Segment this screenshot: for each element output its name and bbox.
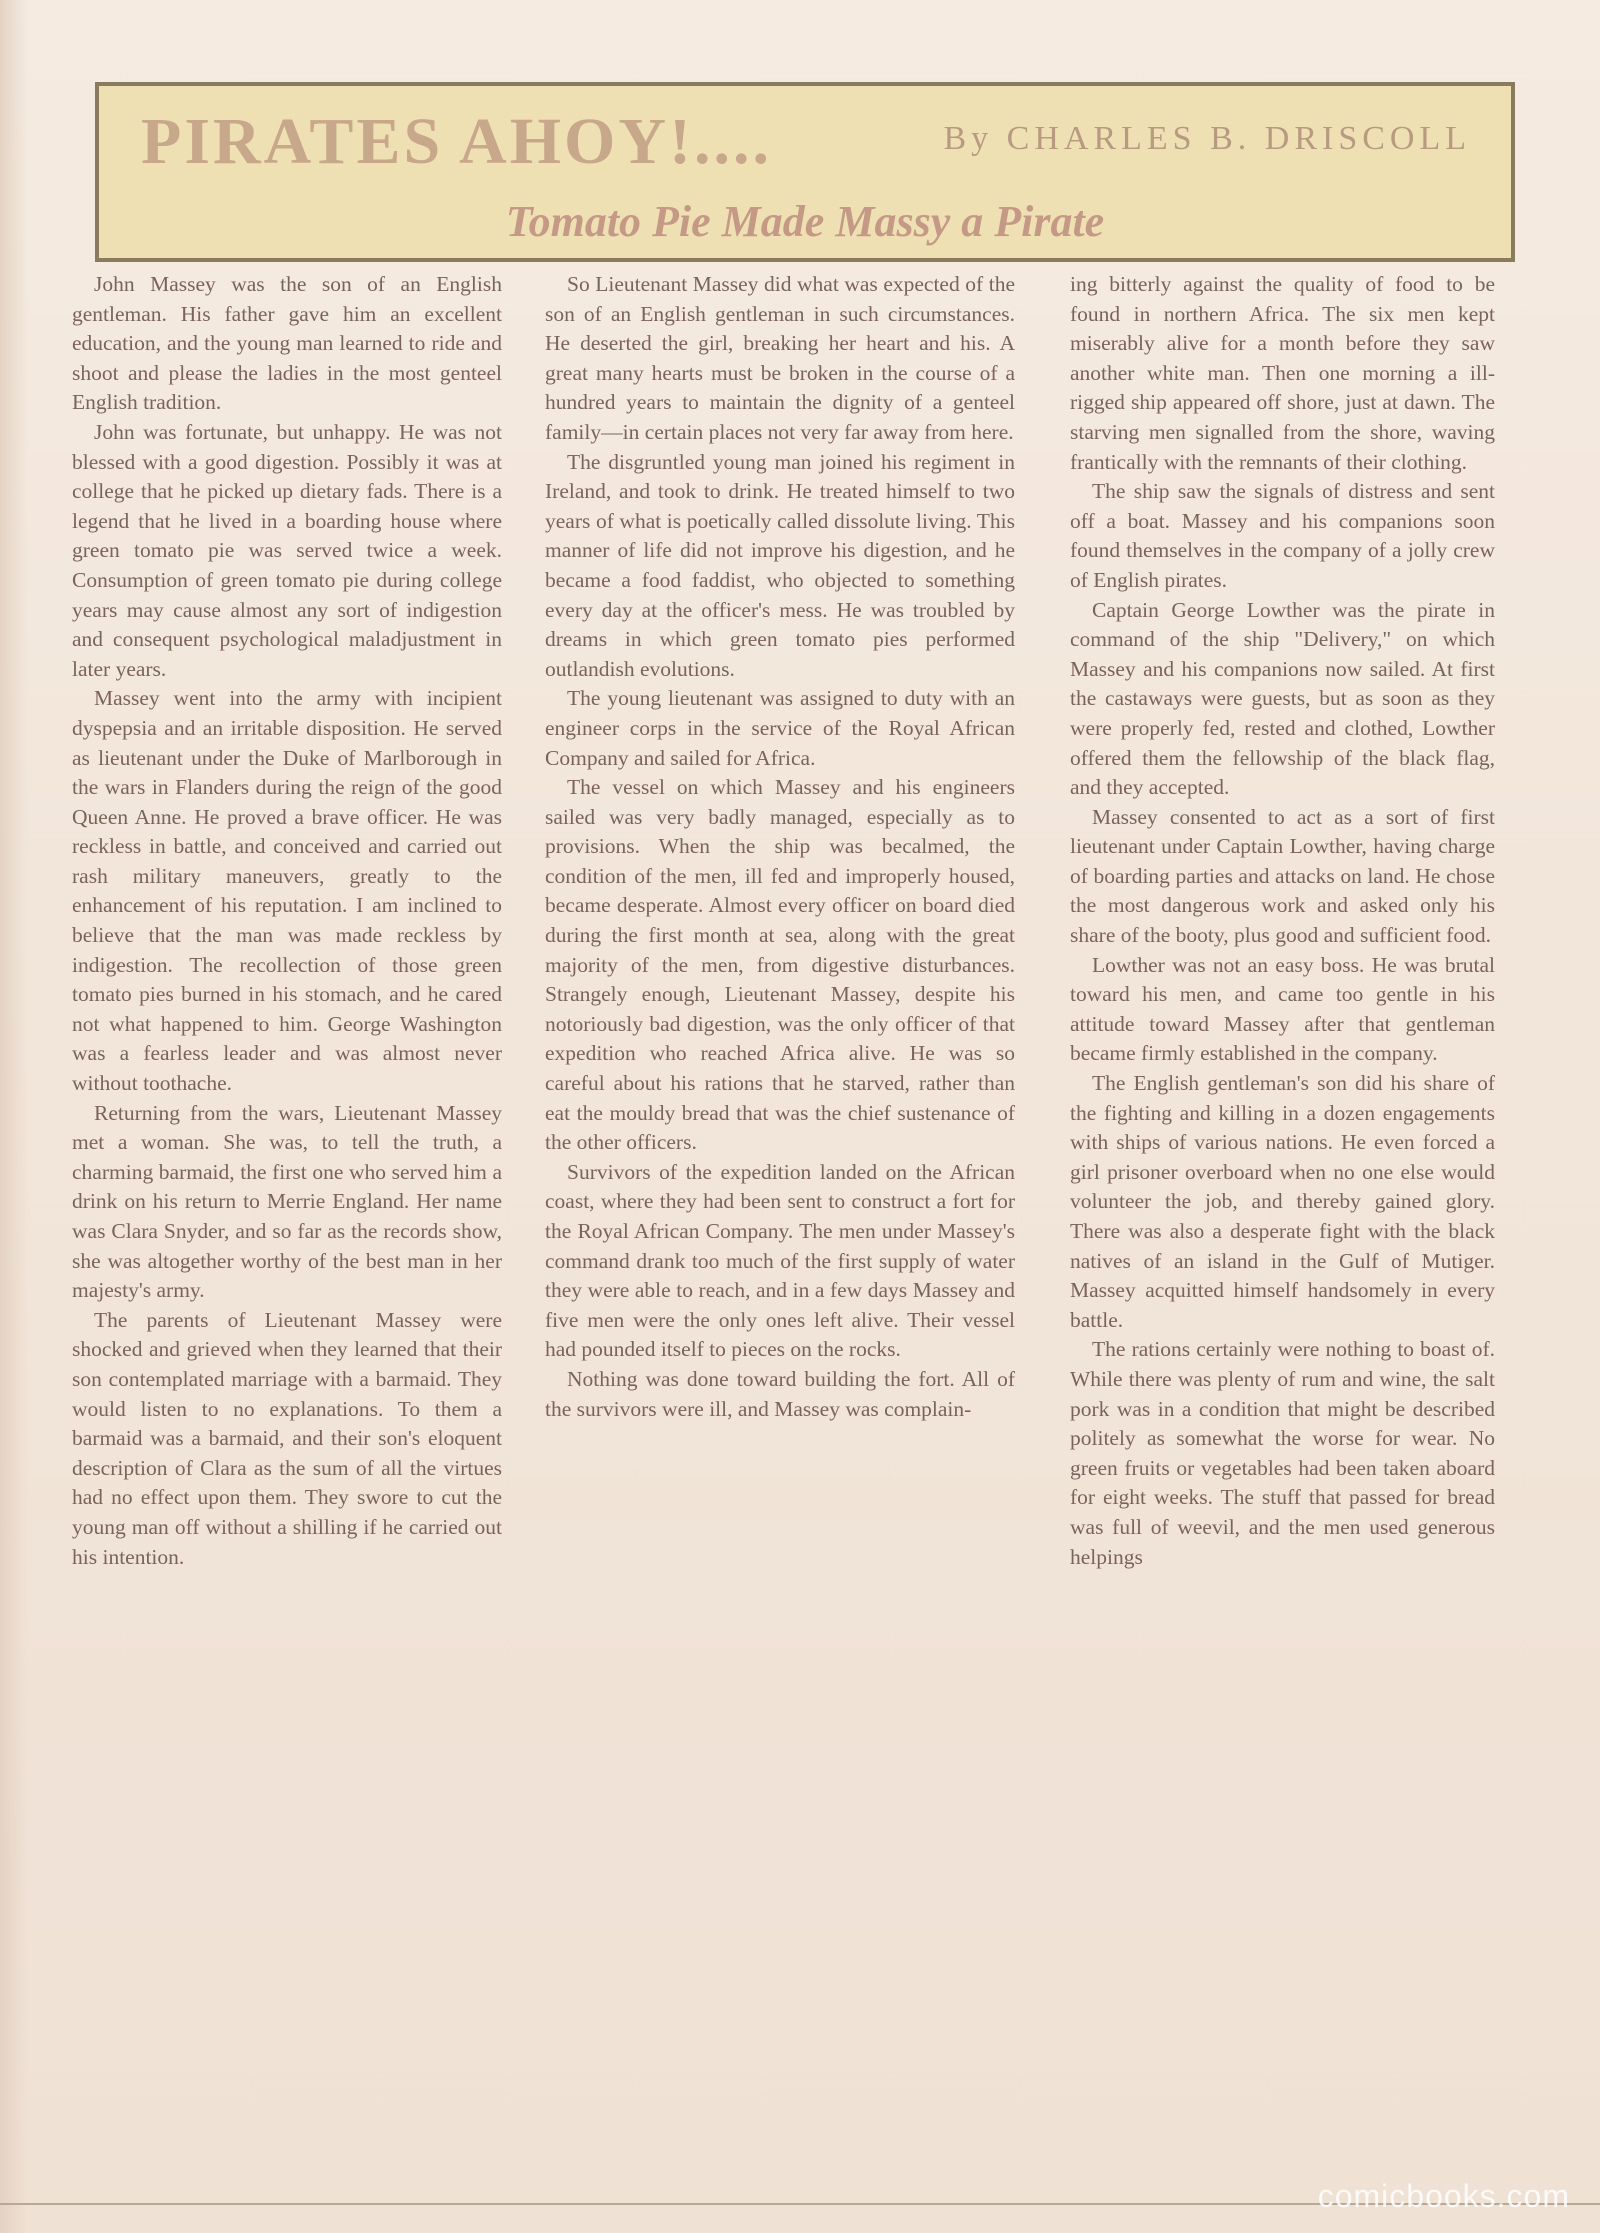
article-title: PIRATES AHOY!.... (141, 105, 773, 178)
paragraph: Massey went into the army with incipient dyspepsia and an irritable disposition. He served as lieutenant under the Duke of Marlborough in the wars in Flanders during the reign of the good Queen Anne. He proved a brave officer. He was reckless in battle, and conceived and carried out rash military maneuvers, greatly to the enhancement of his reputation. I am inclined to believe that the man was made reckless by indigestion. The recollection of those green tomato pies burned in his stomach, and he cared not what happened to him. George Washington was a fearless leader and was almost never without toothache. (72, 686, 502, 1096)
paragraph: The parents of Lieutenant Massey were shocked and grieved when they learned that their son contemplated marriage with a barmaid. They would listen to no explanations. To them a barmaid was a barmaid, and their son's eloquent description of Clara as the sum of all the virtues had no effect upon them. They swore to cut the young man off without a shilling if he carried out his intention. (72, 1307, 502, 1569)
text-column-3 (1070, 270, 1495, 2180)
paragraph: John was fortunate, but unhappy. He was not blessed with a good digestion. Possibly it was at college that he picked up dietary fads. There is a legend that he lived in a boarding house where green tomato pie was served twice a week. Consumption of green tomato pie during college years may cause almost any sort of indigestion and consequent psychological maladjustment in later years. (72, 419, 502, 681)
paragraph: The ship saw the signals of distress and sent off a boat. Massey and his companions soon found themselves in the company of a jolly crew of English pirates. (1070, 479, 1495, 592)
paragraph: The English gentleman's son did his share of the fighting and killing in a dozen engagements with ships of various nations. He even forced a girl prisoner overboard when no one else would volunteer the job, and thereby gained glory. There was also a desperate fight with the black natives of an island in the Gulf of Mutiger. Massey acquitted himself handsomely in every battle. (1070, 1071, 1495, 1332)
article-subtitle: Tomato Pie Made Massy a Pirate (505, 197, 1105, 246)
paragraph: Survivors of the expedition landed on the African coast, where they had been sent to construct a fort for the Royal African Company. The men under Massey's command drank too much of the first supply of water they were able to reach, and in a few days Massey and five men were the only ones left alive. Their vessel had pounded itself to pieces on the rocks. (545, 1159, 1015, 1362)
paragraph: The vessel on which Massey and his engineers sailed was very badly managed, especially as to provisions. When the ship was becalmed, the condition of the men, ill fed and improperly housed, became desperate. Almost every officer on board died during the first month at sea, along with the great majority of the men, from digestive disturbances. Strangely enough, Lieutenant Massey, despite his notoriously bad digestion, was the only officer of that expedition who reached Africa alive. He was so careful about his rations that he starved, rather than eat the mouldy bread that was the chief sustenance of the other officers. (545, 775, 1015, 1155)
paragraph: The rations certainly were nothing to boast of. While there was plenty of rum and wine, the salt pork was in a condition that might be described politely as somewhat the worse for wear. No green fruits or vegetables had been taken aboard for eight weeks. The stuff that passed for bread was full of weevil, and the men used generous helpings (1070, 1337, 1495, 1569)
article-byline: By CHARLES B. DRISCOLL (943, 120, 1471, 157)
paragraph: Lowther was not an easy boss. He was brutal toward his men, and came too gentle in his attitude toward Massey after that gentleman became firmly established in the company. (1070, 952, 1495, 1066)
text-column-1 (72, 270, 502, 2120)
paragraph: The disgruntled young man joined his regiment in Ireland, and took to drink. He treated himself to two years of what is poetically called dissolute living. This manner of life did not improve his digestion, and he became a food faddist, who objected to something every day at the officer's mess. He was troubled by dreams in which green tomato pies performed outlandish evolutions. (545, 449, 1015, 681)
page-edge-shadow (0, 0, 28, 2233)
text-column-2 (545, 270, 1015, 2150)
paragraph: Captain George Lowther was the pirate in command of the ship "Delivery," on which Massey and his companions now sailed. At first the castaways were guests, but as soon as they were properly fed, rested and clothed, Lowther offered them the fellowship of the black flag, and they accepted. (1070, 597, 1495, 800)
paragraph: Massey consented to act as a sort of first lieutenant under Captain Lowther, having charge of boarding parties and attacks on land. He chose the most dangerous work and asked only his share of the booty, plus good and sufficient food. (1070, 804, 1495, 948)
site-watermark: comicbooks.com (1317, 2178, 1570, 2214)
paragraph: Nothing was done toward building the fort. All of the survivors were ill, and Massey was complain- (545, 1366, 1015, 1421)
article-header (95, 82, 1515, 262)
paragraph: So Lieutenant Massey did what was expected of the son of an English gentleman in such circumstances. He deserted the girl, breaking her heart and his. A great many hearts must be broken in the course of a hundred years to maintain the dignity of a genteel family—in certain places not very far away from here. (545, 272, 1015, 444)
paragraph: Returning from the wars, Lieutenant Massey met a woman. She was, to tell the truth, a charming barmaid, the first one who served him a drink on his return to Merrie England. Her name was Clara Snyder, and so far as the records show, she was altogether worthy of the best man in her majesty's army. (72, 1100, 502, 1303)
paragraph: John Massey was the son of an English gentleman. His father gave him an excellent education, and the young man learned to ride and shoot and please the ladies in the most genteel English tradition. (72, 272, 502, 415)
paragraph: ing bitterly against the quality of food to be found in northern Africa. The six men kept miserably alive for a month before they saw another white man. Then one morning a ill-rigged ship appeared off shore, just at dawn. The starving men signalled from the shore, waving frantically with the remnants of their clothing. (1070, 272, 1495, 474)
paragraph: The young lieutenant was assigned to duty with an engineer corps in the service of the Royal African Company and sailed for Africa. (545, 686, 1015, 770)
